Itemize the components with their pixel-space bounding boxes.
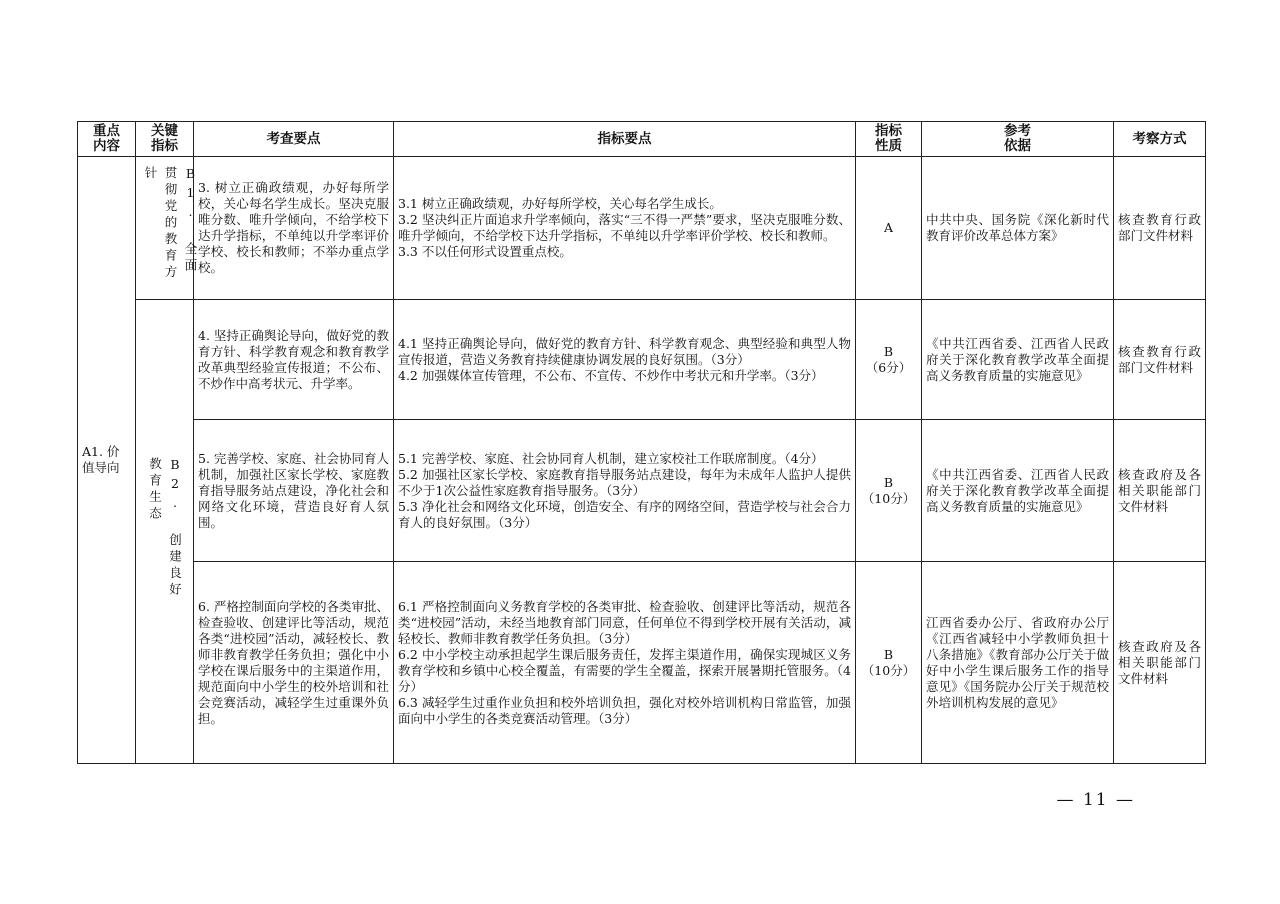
method-cell: 核查教育行政部门文件材料 [1114,300,1206,420]
key-indicator-b1: B1. 全面贯彻党的教育方针 [136,157,194,300]
basis-cell: 江西省委办公厅、省政府办公厅《江西省减轻中小学教师负担十八条措施》《教育部办公厅关于做好中小学生课后服务工作的指导意见》《国务院办公厅关于规范校外培训机构发展的意见》 [922,562,1114,764]
indicator-points-cell: 6.1 严格控制面向义务教育学校的各类审批、检查验收、创建评比等活动，规范各类“进校园”活动，未经当地教育部门同意，任何单位不得到学校开展有关活动，减轻校长、教师非教育教学任务负担。（3分） 6.2 中小学校主动承担起学生课后服务责任，发挥主渠道作用，确保实现城区义务教育学校和乡镇中心校全覆盖，有需要的学生全覆盖，探索开展暑期托管服务。（4分） 6.3 减轻学生过重作业负担和校外培训负担，强化对校外培训机构日常监管，加强面向中小学生的各类竞赛活动管理。（3分） [394,562,856,764]
nature-cell: B （6分） [856,300,922,420]
header-indicator-points: 指标要点 [394,122,856,157]
basis-cell: 《中共江西省委、江西省人民政府关于深化教育教学改革全面提高义务教育质量的实施意见》 [922,420,1114,562]
header-row [78,122,1206,157]
table-row [78,157,1206,300]
indicator-points-cell: 3.1 树立正确政绩观，办好每所学校，关心每名学生成长。 3.2 坚决纠正片面追求升学率倾向，落实“三不得一严禁”要求，坚决克服唯分数、唯升学倾向，不给学校下达升学指标，不单纯以升学率评价学校、校长和教师。 3.3 不以任何形式设置重点校。 [394,157,856,300]
nature-cell: B （10分） [856,562,922,764]
table-row [78,562,1206,764]
header-key-indicator: 关键 指标 [136,122,194,157]
indicator-points-cell: 5.1 完善学校、家庭、社会协同育人机制，建立家校社工作联席制度。（4分） 5.2 加强社区家长学校、家庭教育指导服务站点建设，每年为未成年人监护人提供不少于1次公益性家庭教育指导服务。（3分） 5.3 净化社会和网络文化环境，创造安全、有序的网络空间，营造学校与社会合力育人的良好氛围。（3分） [394,420,856,562]
focus-cell-a1: A1. 价值导向 [78,157,136,764]
table-row [78,300,1206,420]
points-cell: 5. 完善学校、家庭、社会协同育人机制，加强社区家长学校、家庭教育指导服务站点建设，净化社会和网络文化环境，营造良好育人氛围。 [194,420,394,562]
header-nature: 指标 性质 [856,122,922,157]
indicator-points-cell: 4.1 坚持正确舆论导向，做好党的教育方针、科学教育观念、典型经验和典型人物宣传报道，营造义务教育持续健康协调发展的良好氛围。（3分） 4.2 加强媒体宣传管理，不公布、不宣传、不炒作中考状元和升学率。（3分） [394,300,856,420]
method-cell: 核查政府及各相关职能部门文件材料 [1114,420,1206,562]
basis-cell: 中共中央、国务院《深化新时代教育评价改革总体方案》 [922,157,1114,300]
table-row [78,420,1206,562]
evaluation-table [77,121,1206,764]
method-cell: 核查教育行政部门文件材料 [1114,157,1206,300]
points-cell: 6. 严格控制面向学校的各类审批、检查验收、创建评比等活动，规范各类“进校园”活动，减轻校长、教师非教育教学任务负担；强化中小学校在课后服务中的主渠道作用，规范面向中小学生的校外培训和社会竞赛活动，减轻学生过重课外负担。 [194,562,394,764]
basis-cell: 《中共江西省委、江西省人民政府关于深化教育教学改革全面提高义务教育质量的实施意见》 [922,300,1114,420]
header-focus: 重点 内容 [78,122,136,157]
points-cell: 3. 树立正确政绩观，办好每所学校，关心每名学生成长。坚决克服唯分数、唯升学倾向，不给学校下达升学指标，不单纯以升学率评价学校、校长和教师；不举办重点学校。 [194,157,394,300]
page-number: — 11 — [1056,790,1135,810]
nature-cell: A [856,157,922,300]
header-basis: 参考 依据 [922,122,1114,157]
key-indicator-b2: B2. 创建良好教育生态 [136,300,194,764]
method-cell: 核查政府及各相关职能部门文件材料 [1114,562,1206,764]
header-method: 考察方式 [1114,122,1206,157]
nature-cell: B （10分） [856,420,922,562]
points-cell: 4. 坚持正确舆论导向，做好党的教育方针、科学教育观念和教育教学改革典型经验宣传报道；不公布、不炒作中高考状元、升学率。 [194,300,394,420]
header-points: 考查要点 [194,122,394,157]
